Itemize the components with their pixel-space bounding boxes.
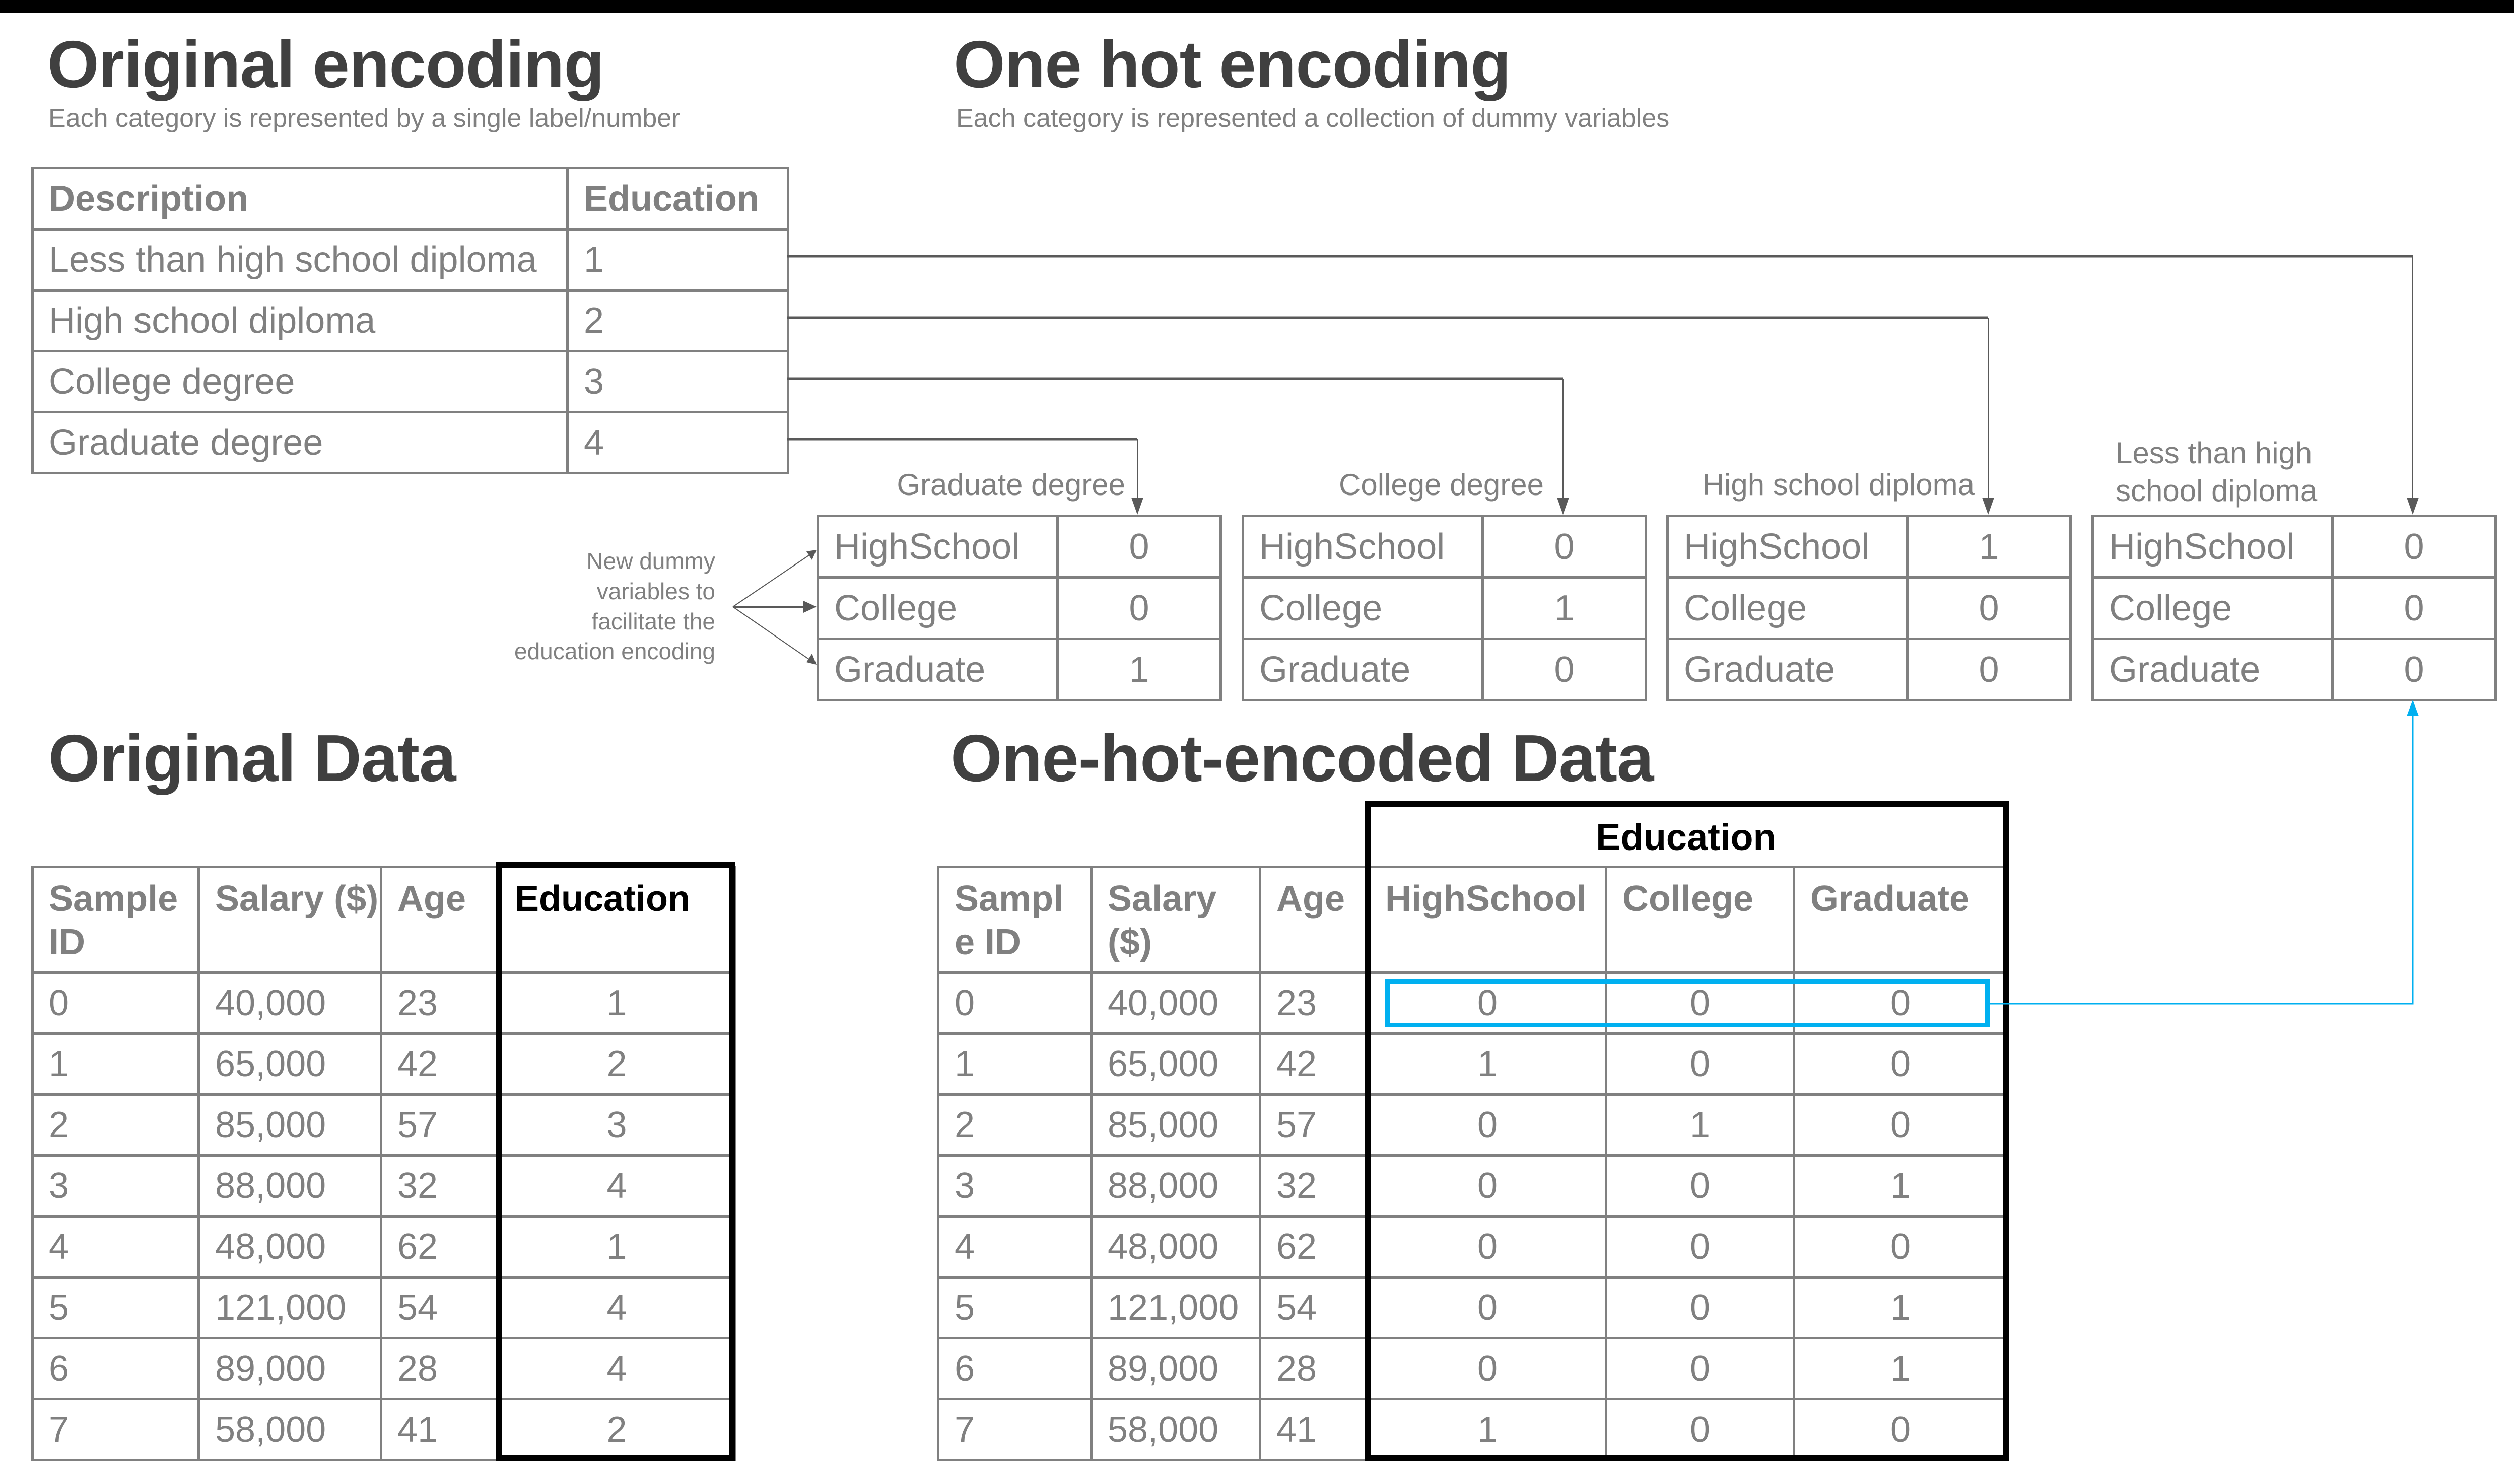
salary-cell: 85,000 (1092, 1095, 1260, 1156)
sample-id-cell: 6 (938, 1338, 1092, 1399)
header-sample-id: Sampl e ID (938, 867, 1092, 973)
table-row (938, 1399, 2007, 1460)
dummy-value: 0 (1483, 639, 1646, 700)
graduate-cell: 1 (1794, 1338, 2007, 1399)
sample-id-cell: 0 (33, 973, 199, 1034)
salary-cell: 65,000 (1092, 1034, 1260, 1095)
header-age: Age (1260, 867, 1369, 973)
original-encoding-title: Original encoding (47, 27, 604, 101)
salary-cell: 121,000 (199, 1278, 381, 1338)
college-cell: 0 (1606, 1217, 1794, 1278)
sample-id-cell: 6 (33, 1338, 199, 1399)
graduate-cell: 0 (1794, 973, 2007, 1034)
age-cell: 42 (1260, 1034, 1369, 1095)
original-encoding-table (31, 167, 789, 474)
header-education: Education (499, 867, 735, 973)
dummy-name: College (1668, 578, 1908, 639)
graduate-cell: 0 (1794, 1034, 2007, 1095)
salary-cell: 58,000 (1092, 1399, 1260, 1460)
dummy-label-less-than-highschool (2116, 434, 2388, 510)
college-cell: 0 (1606, 1338, 1794, 1399)
header-sample-id: Sample ID (33, 867, 199, 973)
college-cell: 0 (1606, 1278, 1794, 1338)
table-row (33, 412, 788, 473)
table-row (33, 1217, 735, 1278)
age-cell: 62 (381, 1217, 499, 1278)
age-cell: 54 (381, 1278, 499, 1338)
college-cell: 0 (1606, 973, 1794, 1034)
note-line: variables to (596, 578, 715, 604)
description-cell: Less than high school diploma (33, 230, 568, 291)
age-cell: 32 (381, 1156, 499, 1217)
sample-id-cell: 7 (33, 1399, 199, 1460)
dummy-value: 0 (2333, 639, 2496, 700)
dummy-label-highschool: High school diploma (1702, 468, 1975, 502)
table-row (938, 1156, 2007, 1217)
highschool-cell: 0 (1369, 1338, 1606, 1399)
education-cell: 4 (568, 412, 788, 473)
table-row (33, 1095, 735, 1156)
dummy-name: HighSchool (1668, 516, 1908, 578)
original-data-table (31, 866, 736, 1461)
table-row (33, 351, 788, 412)
table-row (938, 1095, 2007, 1156)
one-hot-data-title: One-hot-encoded Data (950, 721, 1654, 795)
education-cell: 4 (499, 1156, 735, 1217)
dummy-value: 1 (1483, 578, 1646, 639)
table-row (33, 230, 788, 291)
highschool-cell: 1 (1369, 1034, 1606, 1095)
salary-cell: 85,000 (199, 1095, 381, 1156)
salary-cell: 89,000 (1092, 1338, 1260, 1399)
graduate-cell: 1 (1794, 1156, 2007, 1217)
age-cell: 28 (381, 1338, 499, 1399)
dummy-value: 0 (1908, 578, 2071, 639)
label-line: school diploma (2116, 474, 2318, 508)
college-cell: 1 (1606, 1095, 1794, 1156)
highschool-cell: 0 (1369, 1278, 1606, 1338)
sample-id-cell: 5 (33, 1278, 199, 1338)
table-row (938, 1278, 2007, 1338)
header-graduate: Graduate (1794, 867, 2007, 973)
college-cell: 0 (1606, 1034, 1794, 1095)
dummy-value: 1 (1908, 516, 2071, 578)
dummy-table-less-than-highschool (2091, 515, 2497, 701)
education-cell: 3 (568, 351, 788, 412)
salary-cell: 58,000 (199, 1399, 381, 1460)
header-college: College (1606, 867, 1794, 973)
label-line: Less than high (2116, 436, 2313, 470)
age-cell: 62 (1260, 1217, 1369, 1278)
highschool-cell: 0 (1369, 1217, 1606, 1278)
dummy-name: College (818, 578, 1058, 639)
sample-id-cell: 0 (938, 973, 1092, 1034)
dummy-value: 0 (1483, 516, 1646, 578)
table-row (33, 1156, 735, 1217)
salary-cell: 121,000 (1092, 1278, 1260, 1338)
dummy-value: 0 (2333, 578, 2496, 639)
note-line: New dummy (586, 548, 715, 574)
top-black-bar (0, 0, 2514, 13)
table-row (938, 1034, 2007, 1095)
sample-id-cell: 4 (33, 1217, 199, 1278)
education-cell: 2 (499, 1034, 735, 1095)
sample-id-cell: 7 (938, 1399, 1092, 1460)
salary-cell: 88,000 (1092, 1156, 1260, 1217)
sample-id-cell: 4 (938, 1217, 1092, 1278)
header-salary: Salary ($) (199, 867, 381, 973)
education-cell: 2 (568, 291, 788, 351)
salary-cell: 48,000 (1092, 1217, 1260, 1278)
original-data-title: Original Data (48, 721, 456, 795)
age-cell: 41 (381, 1399, 499, 1460)
dummy-value: 0 (1058, 516, 1221, 578)
one-hot-encoding-subtitle: Each category is represented a collection of dummy variables (956, 104, 1670, 133)
education-cell: 1 (568, 230, 788, 291)
dummy-name: Graduate (1243, 639, 1483, 700)
dummy-variables-note (453, 546, 715, 667)
one-hot-encoding-title: One hot encoding (954, 27, 1511, 101)
salary-cell: 88,000 (199, 1156, 381, 1217)
dummy-name: Graduate (2093, 639, 2333, 700)
table-row (33, 1338, 735, 1399)
age-cell: 57 (381, 1095, 499, 1156)
highschool-cell: 1 (1369, 1399, 1606, 1460)
education-cell: 3 (499, 1095, 735, 1156)
highschool-cell: 0 (1369, 1156, 1606, 1217)
dummy-name: Graduate (818, 639, 1058, 700)
age-cell: 28 (1260, 1338, 1369, 1399)
one-hot-data-table (937, 866, 2008, 1461)
education-group-header: Education (1596, 816, 1776, 858)
dummy-label-graduate: Graduate degree (897, 468, 1125, 502)
table-row (938, 1217, 2007, 1278)
header-description: Description (33, 168, 568, 230)
dummy-name: HighSchool (2093, 516, 2333, 578)
sample-id-cell: 2 (33, 1095, 199, 1156)
dummy-table-graduate (817, 515, 1222, 701)
education-cell: 1 (499, 1217, 735, 1278)
note-line: education encoding (514, 638, 715, 665)
original-encoding-subtitle: Each category is represented by a single label/number (48, 104, 681, 133)
description-cell: College degree (33, 351, 568, 412)
table-row (33, 1278, 735, 1338)
age-cell: 54 (1260, 1278, 1369, 1338)
dummy-table-college (1242, 515, 1647, 701)
table-row (938, 973, 2007, 1034)
college-cell: 0 (1606, 1156, 1794, 1217)
sample-id-cell: 5 (938, 1278, 1092, 1338)
arrows-dummy-note (733, 550, 817, 665)
age-cell: 41 (1260, 1399, 1369, 1460)
dummy-name: College (2093, 578, 2333, 639)
description-cell: High school diploma (33, 291, 568, 351)
dummy-name: College (1243, 578, 1483, 639)
graduate-cell: 0 (1794, 1217, 2007, 1278)
age-cell: 57 (1260, 1095, 1369, 1156)
dummy-name: HighSchool (818, 516, 1058, 578)
education-cell: 2 (499, 1399, 735, 1460)
highschool-cell: 0 (1369, 1095, 1606, 1156)
salary-cell: 48,000 (199, 1217, 381, 1278)
dummy-value: 0 (2333, 516, 2496, 578)
header-salary: Salary ($) (1092, 867, 1260, 973)
header-education: Education (568, 168, 788, 230)
table-row (33, 291, 788, 351)
graduate-cell: 0 (1794, 1399, 2007, 1460)
table-row (33, 1034, 735, 1095)
table-row (33, 973, 735, 1034)
age-cell: 42 (381, 1034, 499, 1095)
college-cell: 0 (1606, 1399, 1794, 1460)
header-age: Age (381, 867, 499, 973)
header-highschool: HighSchool (1369, 867, 1606, 973)
graduate-cell: 0 (1794, 1095, 2007, 1156)
sample-id-cell: 1 (938, 1034, 1092, 1095)
education-cell: 4 (499, 1278, 735, 1338)
age-cell: 23 (1260, 973, 1369, 1034)
dummy-value: 1 (1058, 639, 1221, 700)
salary-cell: 89,000 (199, 1338, 381, 1399)
sample-id-cell: 1 (33, 1034, 199, 1095)
sample-id-cell: 3 (33, 1156, 199, 1217)
salary-cell: 65,000 (199, 1034, 381, 1095)
age-cell: 32 (1260, 1156, 1369, 1217)
description-cell: Graduate degree (33, 412, 568, 473)
graduate-cell: 1 (1794, 1278, 2007, 1338)
note-line: facilitate the (591, 608, 715, 634)
dummy-label-college: College degree (1339, 468, 1544, 502)
table-row (938, 1338, 2007, 1399)
highschool-cell: 0 (1369, 973, 1606, 1034)
dummy-value: 0 (1058, 578, 1221, 639)
salary-cell: 40,000 (199, 973, 381, 1034)
age-cell: 23 (381, 973, 499, 1034)
dummy-name: Graduate (1668, 639, 1908, 700)
dummy-value: 0 (1908, 639, 2071, 700)
education-cell: 1 (499, 973, 735, 1034)
education-cell: 4 (499, 1338, 735, 1399)
sample-id-cell: 3 (938, 1156, 1092, 1217)
sample-id-cell: 2 (938, 1095, 1092, 1156)
blue-connector-arrow (1990, 700, 2419, 1004)
table-row (33, 1399, 735, 1460)
salary-cell: 40,000 (1092, 973, 1260, 1034)
dummy-name: HighSchool (1243, 516, 1483, 578)
dummy-table-highschool (1666, 515, 2072, 701)
